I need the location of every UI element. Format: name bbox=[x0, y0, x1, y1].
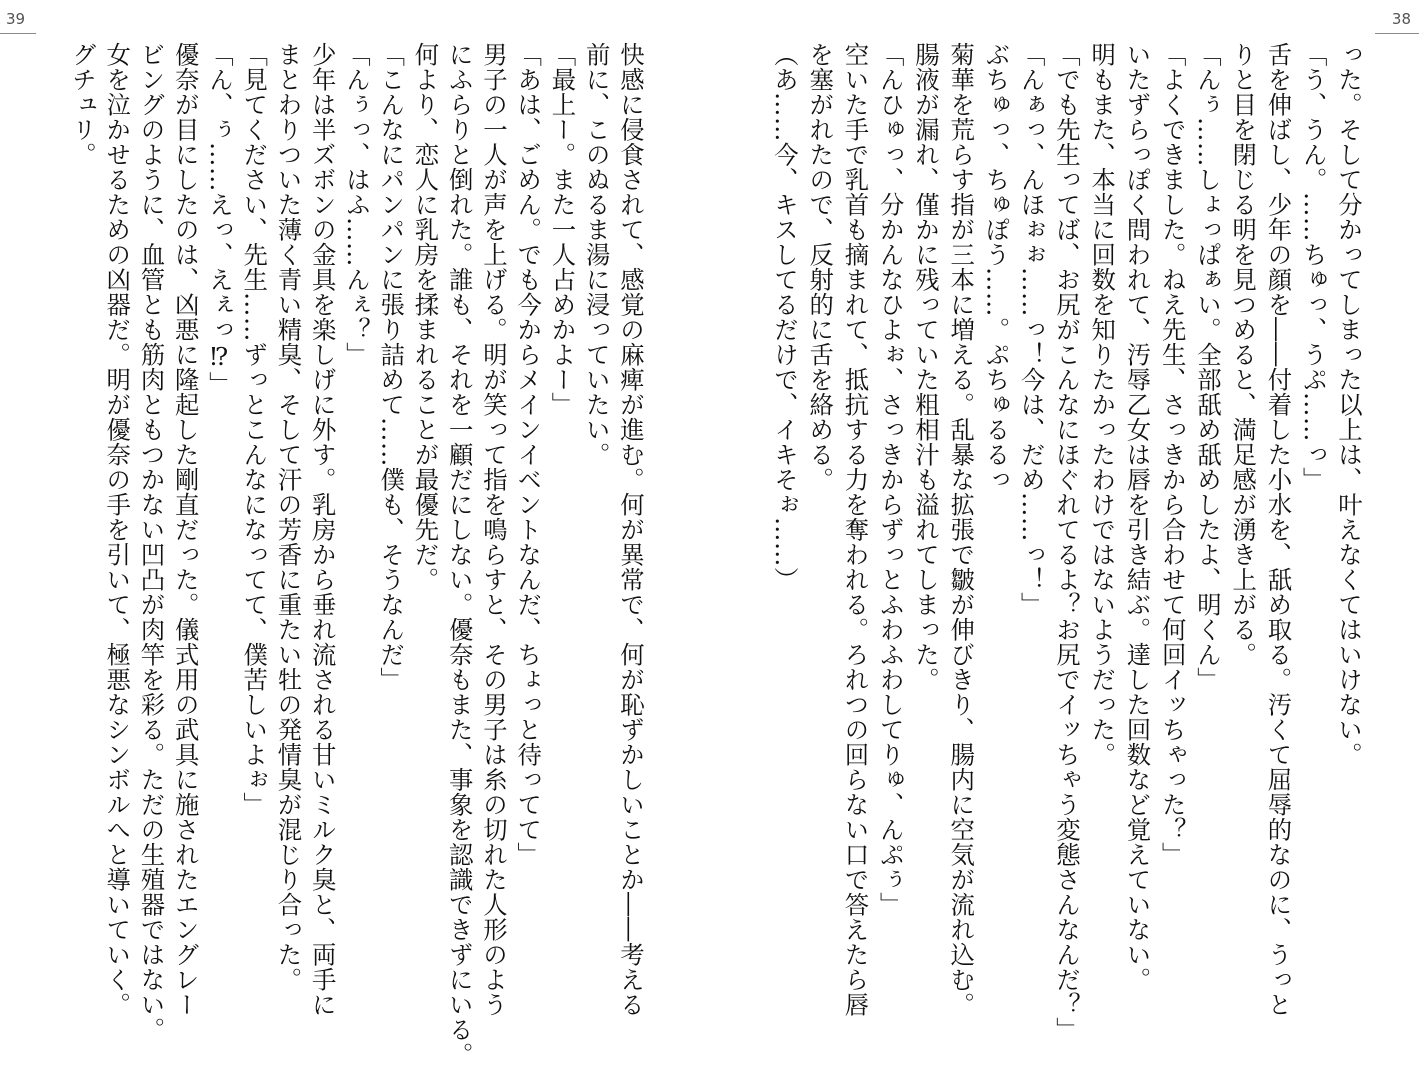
page-number-right: 38 bbox=[1391, 10, 1411, 28]
text-line: 「ん、ぅ……えっ、えぇっ⁉」 bbox=[205, 42, 234, 397]
text-line: 「んぅっ、はふ……んぇ？」 bbox=[342, 42, 371, 367]
text-line: 女を泣かせるための凶器だ。明が優奈の手を引いて、極悪なシンボルへと導いていく。 bbox=[102, 42, 132, 1017]
text-line: 何より、恋人に乳房を揉まれることが最優先だ。 bbox=[410, 42, 440, 592]
text-line: った。そして分かってしまった以上は、叶えなくてはいけない。 bbox=[1334, 42, 1363, 767]
text-line: 「よくできました。ねえ先生、さっきから合わせて何回イッちゃった？」 bbox=[1157, 42, 1187, 867]
page-left-text bbox=[66, 42, 650, 1067]
text-line: 「見てください、先生……ずっとこんなになってて、僕苦しいよぉ」 bbox=[239, 42, 269, 817]
text-line: 「んひゅっ、分かんなひよぉ、さっきからずっとふわふわしてりゅ、んぷぅ」 bbox=[875, 42, 905, 917]
text-line: （あ……今、キスしてるだけで、イキそぉ……） bbox=[770, 42, 799, 592]
text-line: 「でも先生ってば、お尻がこんなにほぐれてるよ？お尻でイッちゃう変態さんなんだ？」 bbox=[1052, 42, 1081, 1042]
text-line: 前に、このぬるま湯に浸っていたい。 bbox=[581, 42, 611, 467]
text-line: 空いた手で乳首も摘まれて、抵抗する力を奪われる。ろれつの回らない口で答えたら唇 bbox=[840, 42, 870, 1017]
text-line: いたずらっぽく問われて、汚辱乙女は唇を引き結ぶ。達した回数など覚えていない。 bbox=[1122, 42, 1152, 992]
text-line: 「んぁっ、んほぉぉ……っ！今は、だめ……っ！」 bbox=[1016, 42, 1046, 617]
text-line: 「こんなにパンパンに張り詰めて……僕も、そうなんだ」 bbox=[376, 42, 406, 692]
text-line: 快感に侵食されて、感覚の麻痺が進む。何が異常で、何が恥ずかしいことか――考える bbox=[616, 42, 645, 1017]
text-line: まとわりついた薄く青い精臭、そして汗の芳香に重たい牡の発情臭が混じり合った。 bbox=[273, 42, 303, 992]
text-line: 男子の一人が声を上げる。明が笑って指を鳴らすと、その男子は糸の切れた人形のよう bbox=[479, 42, 508, 1017]
text-line: にふらりと倒れた。誰も、それを一顧だにしない。優奈もまた、事象を認識できずにいる。 bbox=[444, 42, 474, 1067]
text-line: ぶちゅっ、ちゅぽう……。ぷちゅるるっ bbox=[981, 42, 1011, 492]
text-line: ビングのように、血管とも筋肉ともつかない凹凸が肉竿を彩る。ただの生殖器ではない。 bbox=[136, 42, 166, 1042]
text-line: 「最上ー。また一人占めかよー」 bbox=[547, 42, 577, 417]
text-line: 腸液が漏れ、僅かに残っていた粗相汁も溢れてしまった。 bbox=[911, 42, 940, 692]
text-line: りと目を閉じる明を見つめると、満足感が湧き上がる。 bbox=[1228, 42, 1258, 667]
text-line: 「んぅ……しょっぱぁい。全部舐め舐めしたよ、明くん」 bbox=[1193, 42, 1222, 692]
page-right-text bbox=[768, 42, 1368, 1042]
text-line: 「あは、ごめん。でも今からメインイベントなんだ、ちょっと待ってて」 bbox=[513, 42, 543, 867]
text-line: 菊華を荒らす指が三本に増える。乱暴な拡張で皺が伸びきり、腸内に空気が流れ込む。 bbox=[946, 42, 976, 1017]
text-line: グチュリ。 bbox=[68, 42, 97, 167]
header-rule-right bbox=[1375, 33, 1419, 34]
text-line: 「う、うん。……ちゅっ、うぷ……っ」 bbox=[1298, 42, 1328, 492]
text-line: 少年は半ズボンの金具を楽しげに外す。乳房から垂れ流される甘いミルク臭と、両手に bbox=[307, 42, 337, 1017]
text-line: 優奈が目にしたのは、凶悪に隆起した剛直だった。儀式用の武具に施されたエングレー bbox=[170, 42, 200, 1017]
page-number-left: 39 bbox=[6, 10, 26, 28]
text-line: 舌を伸ばし、少年の顔を――付着した小水を、舐め取る。汚くて屈辱的なのに、うっと bbox=[1263, 42, 1293, 1017]
header-rule-left bbox=[0, 33, 36, 34]
text-line: 明もまた、本当に回数を知りたかったわけではないようだった。 bbox=[1087, 42, 1117, 767]
text-line: を塞がれたので、反射的に舌を絡める。 bbox=[805, 42, 835, 492]
